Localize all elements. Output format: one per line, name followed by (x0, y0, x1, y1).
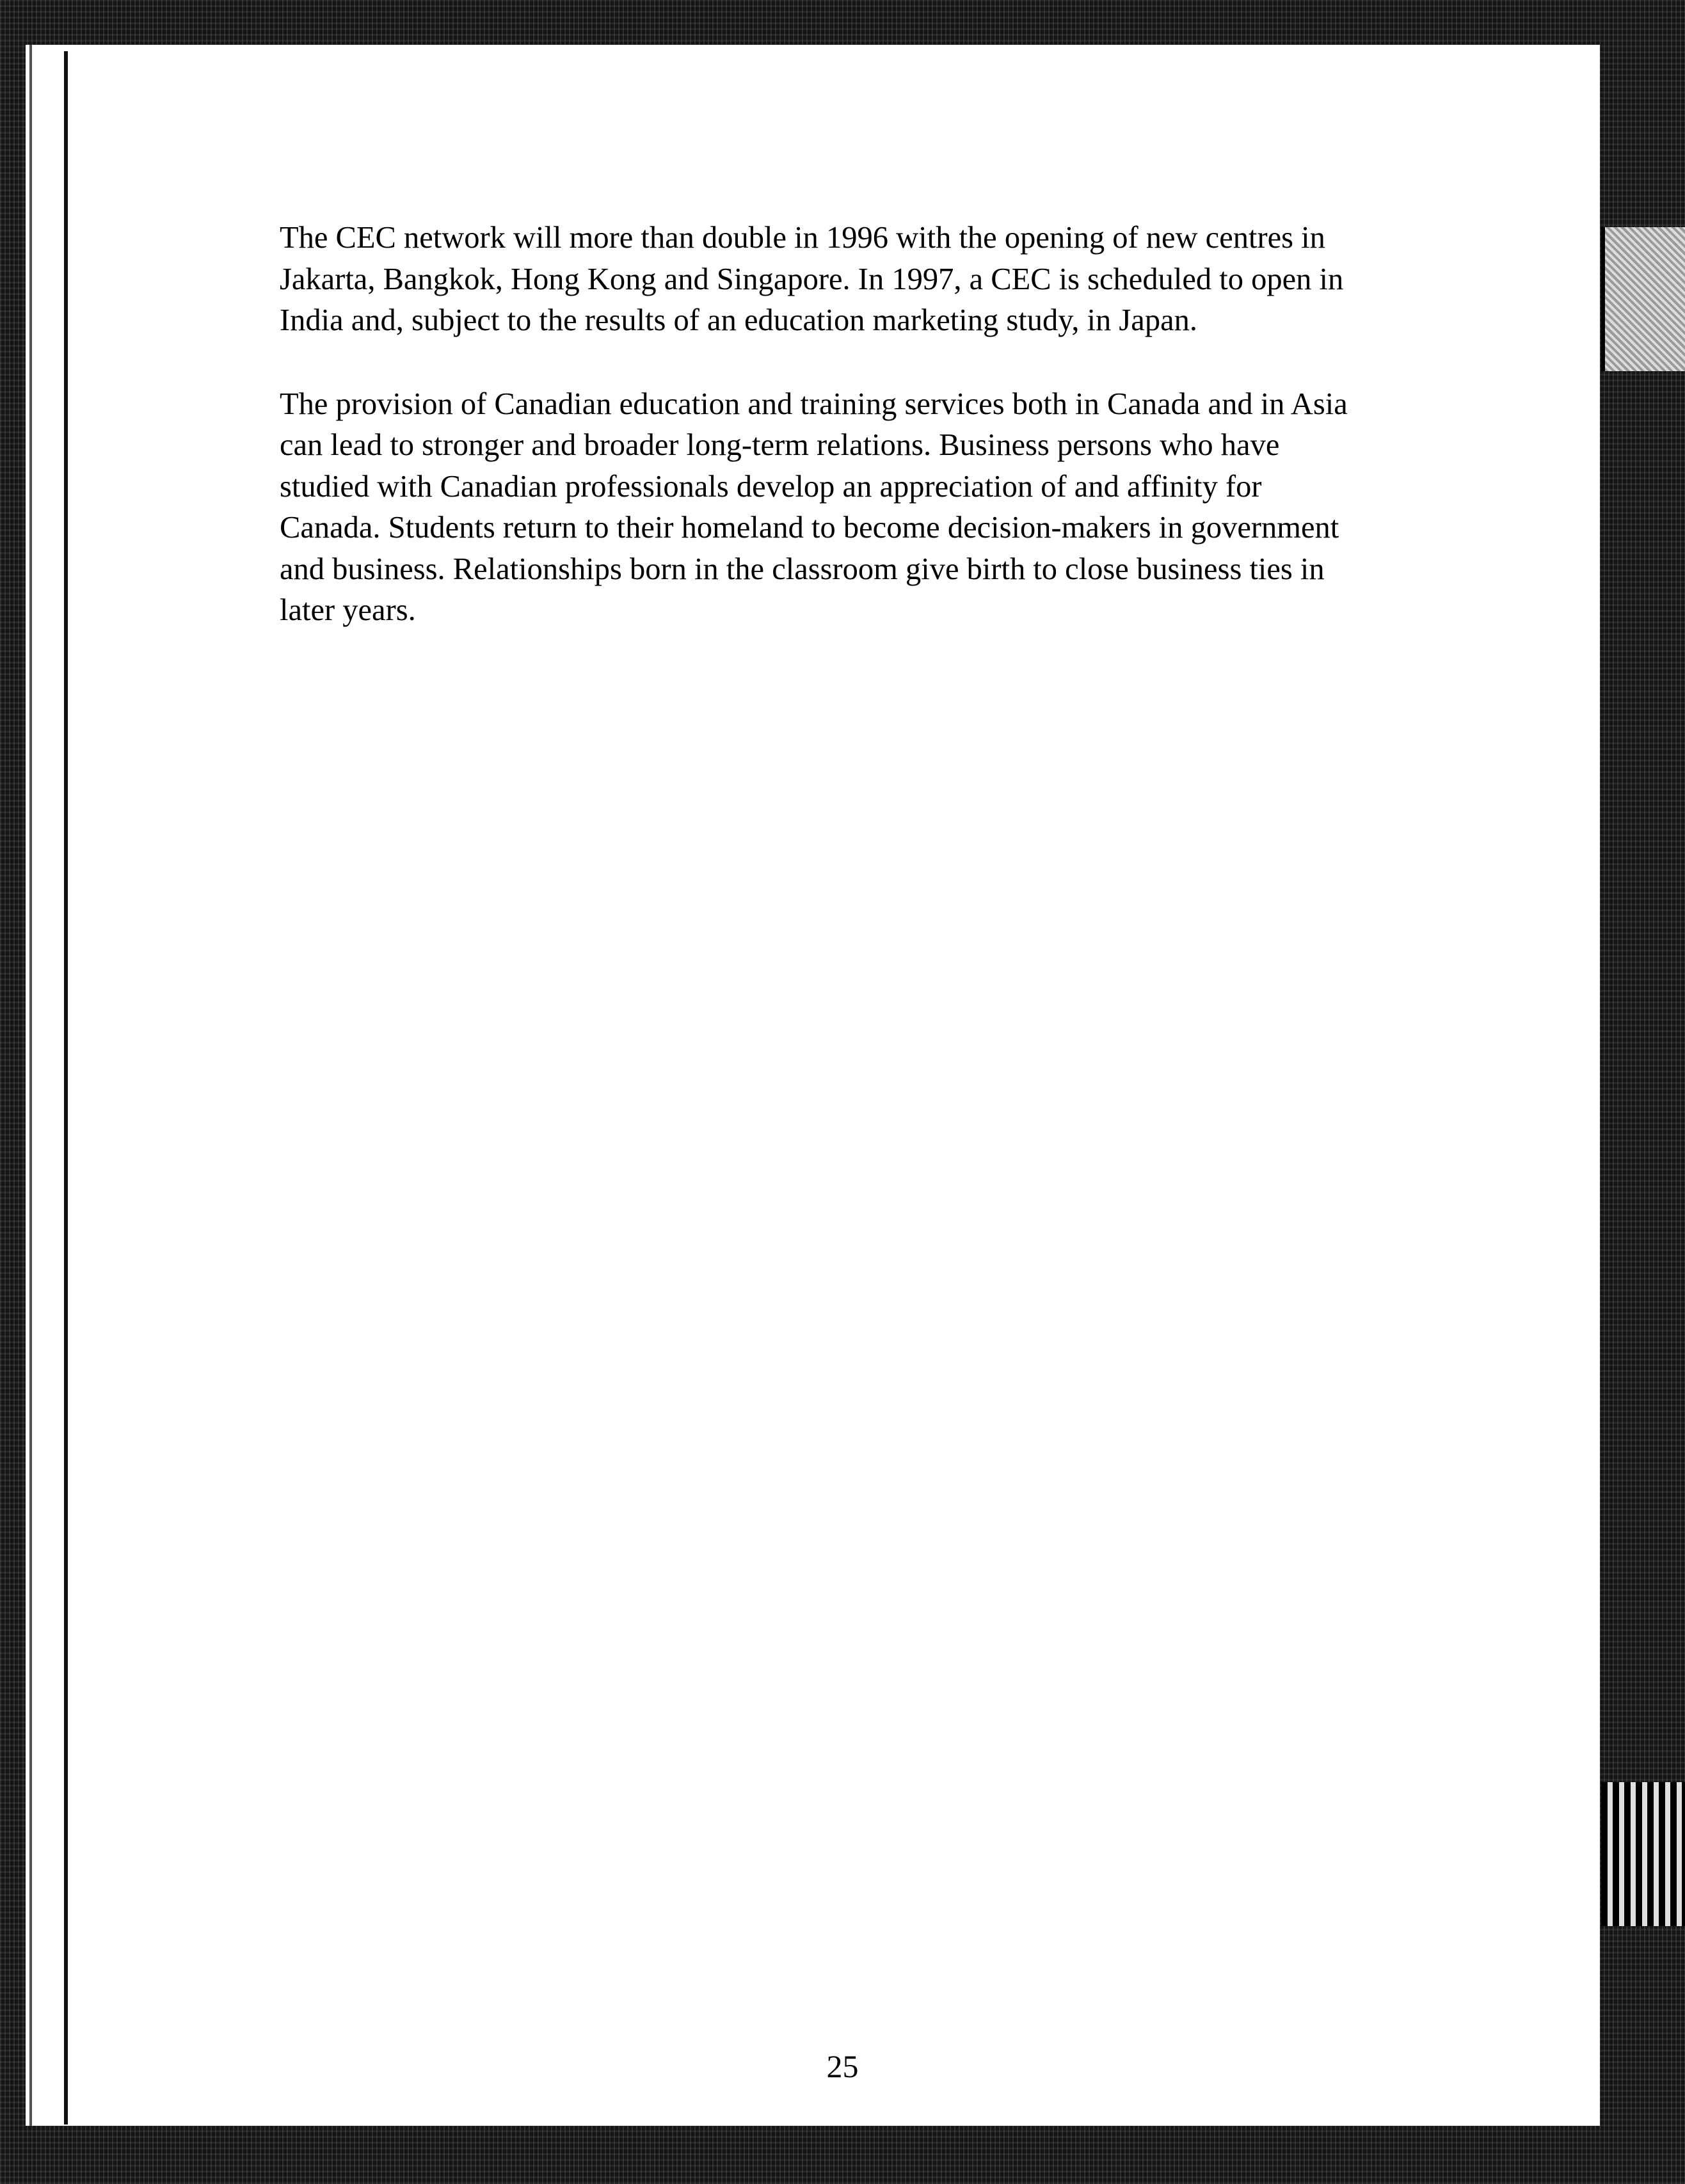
binding-edge (29, 45, 32, 2126)
binding-rule (64, 51, 68, 2124)
body-text (280, 218, 1355, 674)
scan-tab-bottom (1601, 1782, 1685, 1926)
scan-tab-top (1601, 227, 1685, 371)
paragraph-cec-network: The CEC network will more than double in 1996 with the opening of new centres in Jakarta, Bangkok, Hong Kong and Singapore. In 1997, a CEC is scheduled to open in India and, subject to the results of an education marketing study, in Japan. (280, 221, 1344, 337)
page-number: 25 (826, 2048, 859, 2084)
paragraph-canadian-education: The provision of Canadian education and training services both in Canada and in Asia can lead to stronger and broader long-term relations. Business persons who have studied with Canadian professionals develop an appreciation of and affinity for Canada. Students return to their homeland to become decision-makers in government and business. Relationships born in the classroom give birth to close business ties in later years. (280, 387, 1348, 627)
